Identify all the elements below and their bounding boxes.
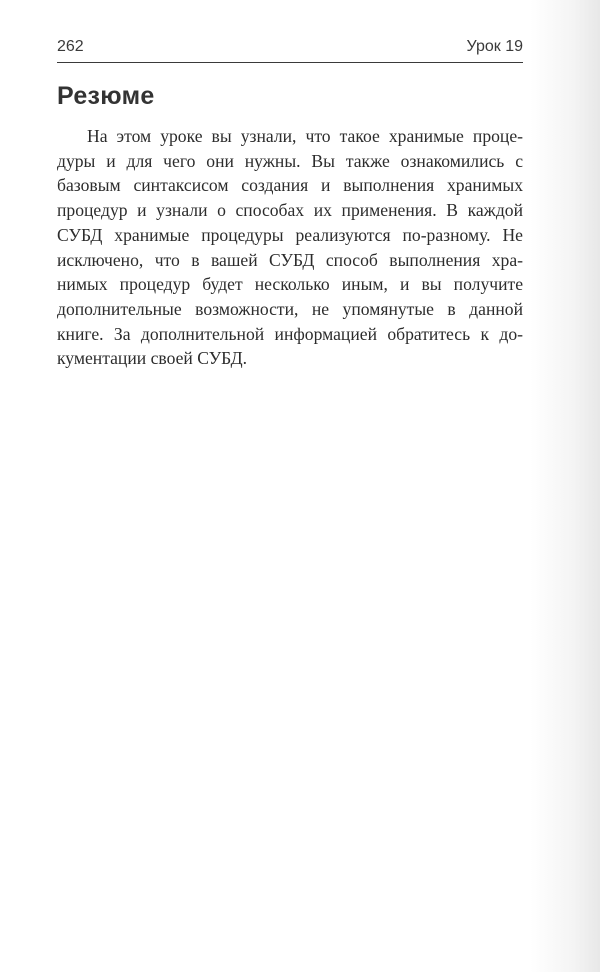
paragraph-line: книге. За дополнительной информацией обратитесь к до- (57, 323, 523, 344)
summary-paragraph (57, 124, 523, 371)
paragraph-line: нимых процедур будет несколько иным, и вы получите (57, 274, 523, 295)
running-header (57, 36, 523, 63)
paragraph-line: исключено, что в вашей СУБД способ выполнения хра- (57, 249, 523, 270)
paragraph-line: На этом уроке вы узнали, что такое хранимые проце- (87, 126, 523, 146)
chapter-label: Урок 19 (466, 38, 523, 55)
paragraph-line: СУБД хранимые процедуры реализуются по-разному. Не (57, 224, 523, 245)
paragraph-line: процедур и узнали о способах их применения. В каждой (57, 200, 523, 221)
paragraph-line: кументации своей СУБД. (57, 348, 248, 369)
paragraph-line: дуры и для чего они нужны. Вы также ознакомились с (57, 150, 523, 171)
section-heading: Резюме (57, 82, 155, 110)
paragraph-line: дополнительные возможности, не упомянутые в данной (57, 298, 523, 319)
page-edge-shadow (530, 0, 600, 972)
page-number: 262 (57, 38, 84, 55)
paragraph-line: базовым синтаксисом создания и выполнения хранимых (57, 175, 523, 196)
